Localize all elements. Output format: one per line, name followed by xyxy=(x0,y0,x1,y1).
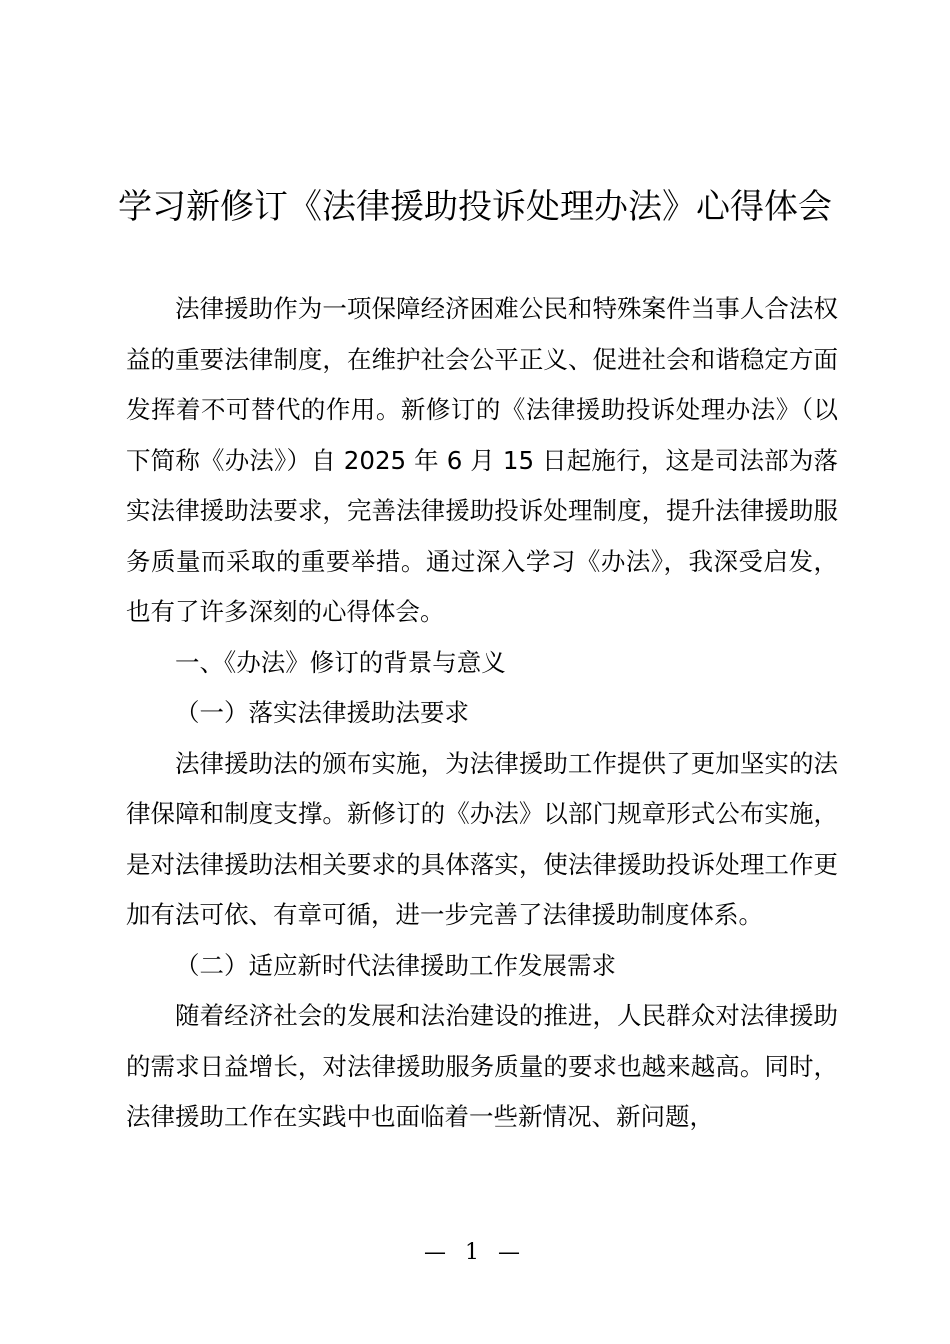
section-heading-1: 一、《办法》修订的背景与意义 xyxy=(175,647,506,677)
subsection-heading-2: （二）适应新时代法律援助工作发展需求 xyxy=(175,950,616,980)
document-title: 学习新修订《法律援助投诉处理办法》心得体会 xyxy=(118,187,832,227)
paragraph-intro: 法律援助作为一项保障经济困难公民和特殊案件当事人合法权益的重要法律制度，在维护社会公平正义、促进社会和谐稳定方面发挥着不可替代的作用。新修订的《法律援助投诉处理办法》（以下简称《办法》）自 2025 年 6 月 15 日起施行，这是司法部为落实法律援助法要求，完善法律援助投诉处理制度，提升法律援助服务质量而采取的重要举措。通过深入学习《办法》，我深受启发，也有了许多深刻的心得体会。 xyxy=(126,294,838,626)
paragraph-1: 法律援助法的颁布实施，为法律援助工作提供了更加坚实的法律保障和制度支撑。新修订的《办法》以部门规章形式公布实施，是对法律援助法相关要求的具体落实，使法律援助投诉处理工作更加有法可依、有章可循，进一步完善了法律援助制度体系。 xyxy=(126,748,838,929)
subsection-heading-1: （一）落实法律援助法要求 xyxy=(175,698,469,727)
page-number: — 1 — xyxy=(424,1240,526,1265)
document-body xyxy=(126,284,838,1143)
paragraph-2: 随着经济社会的发展和法治建设的推进，人民群众对法律援助的需求日益增长，对法律援助服务质量的要求也越来越高。同时，法律援助工作在实践中也面临着一些新情况、新问题， xyxy=(126,1001,838,1131)
